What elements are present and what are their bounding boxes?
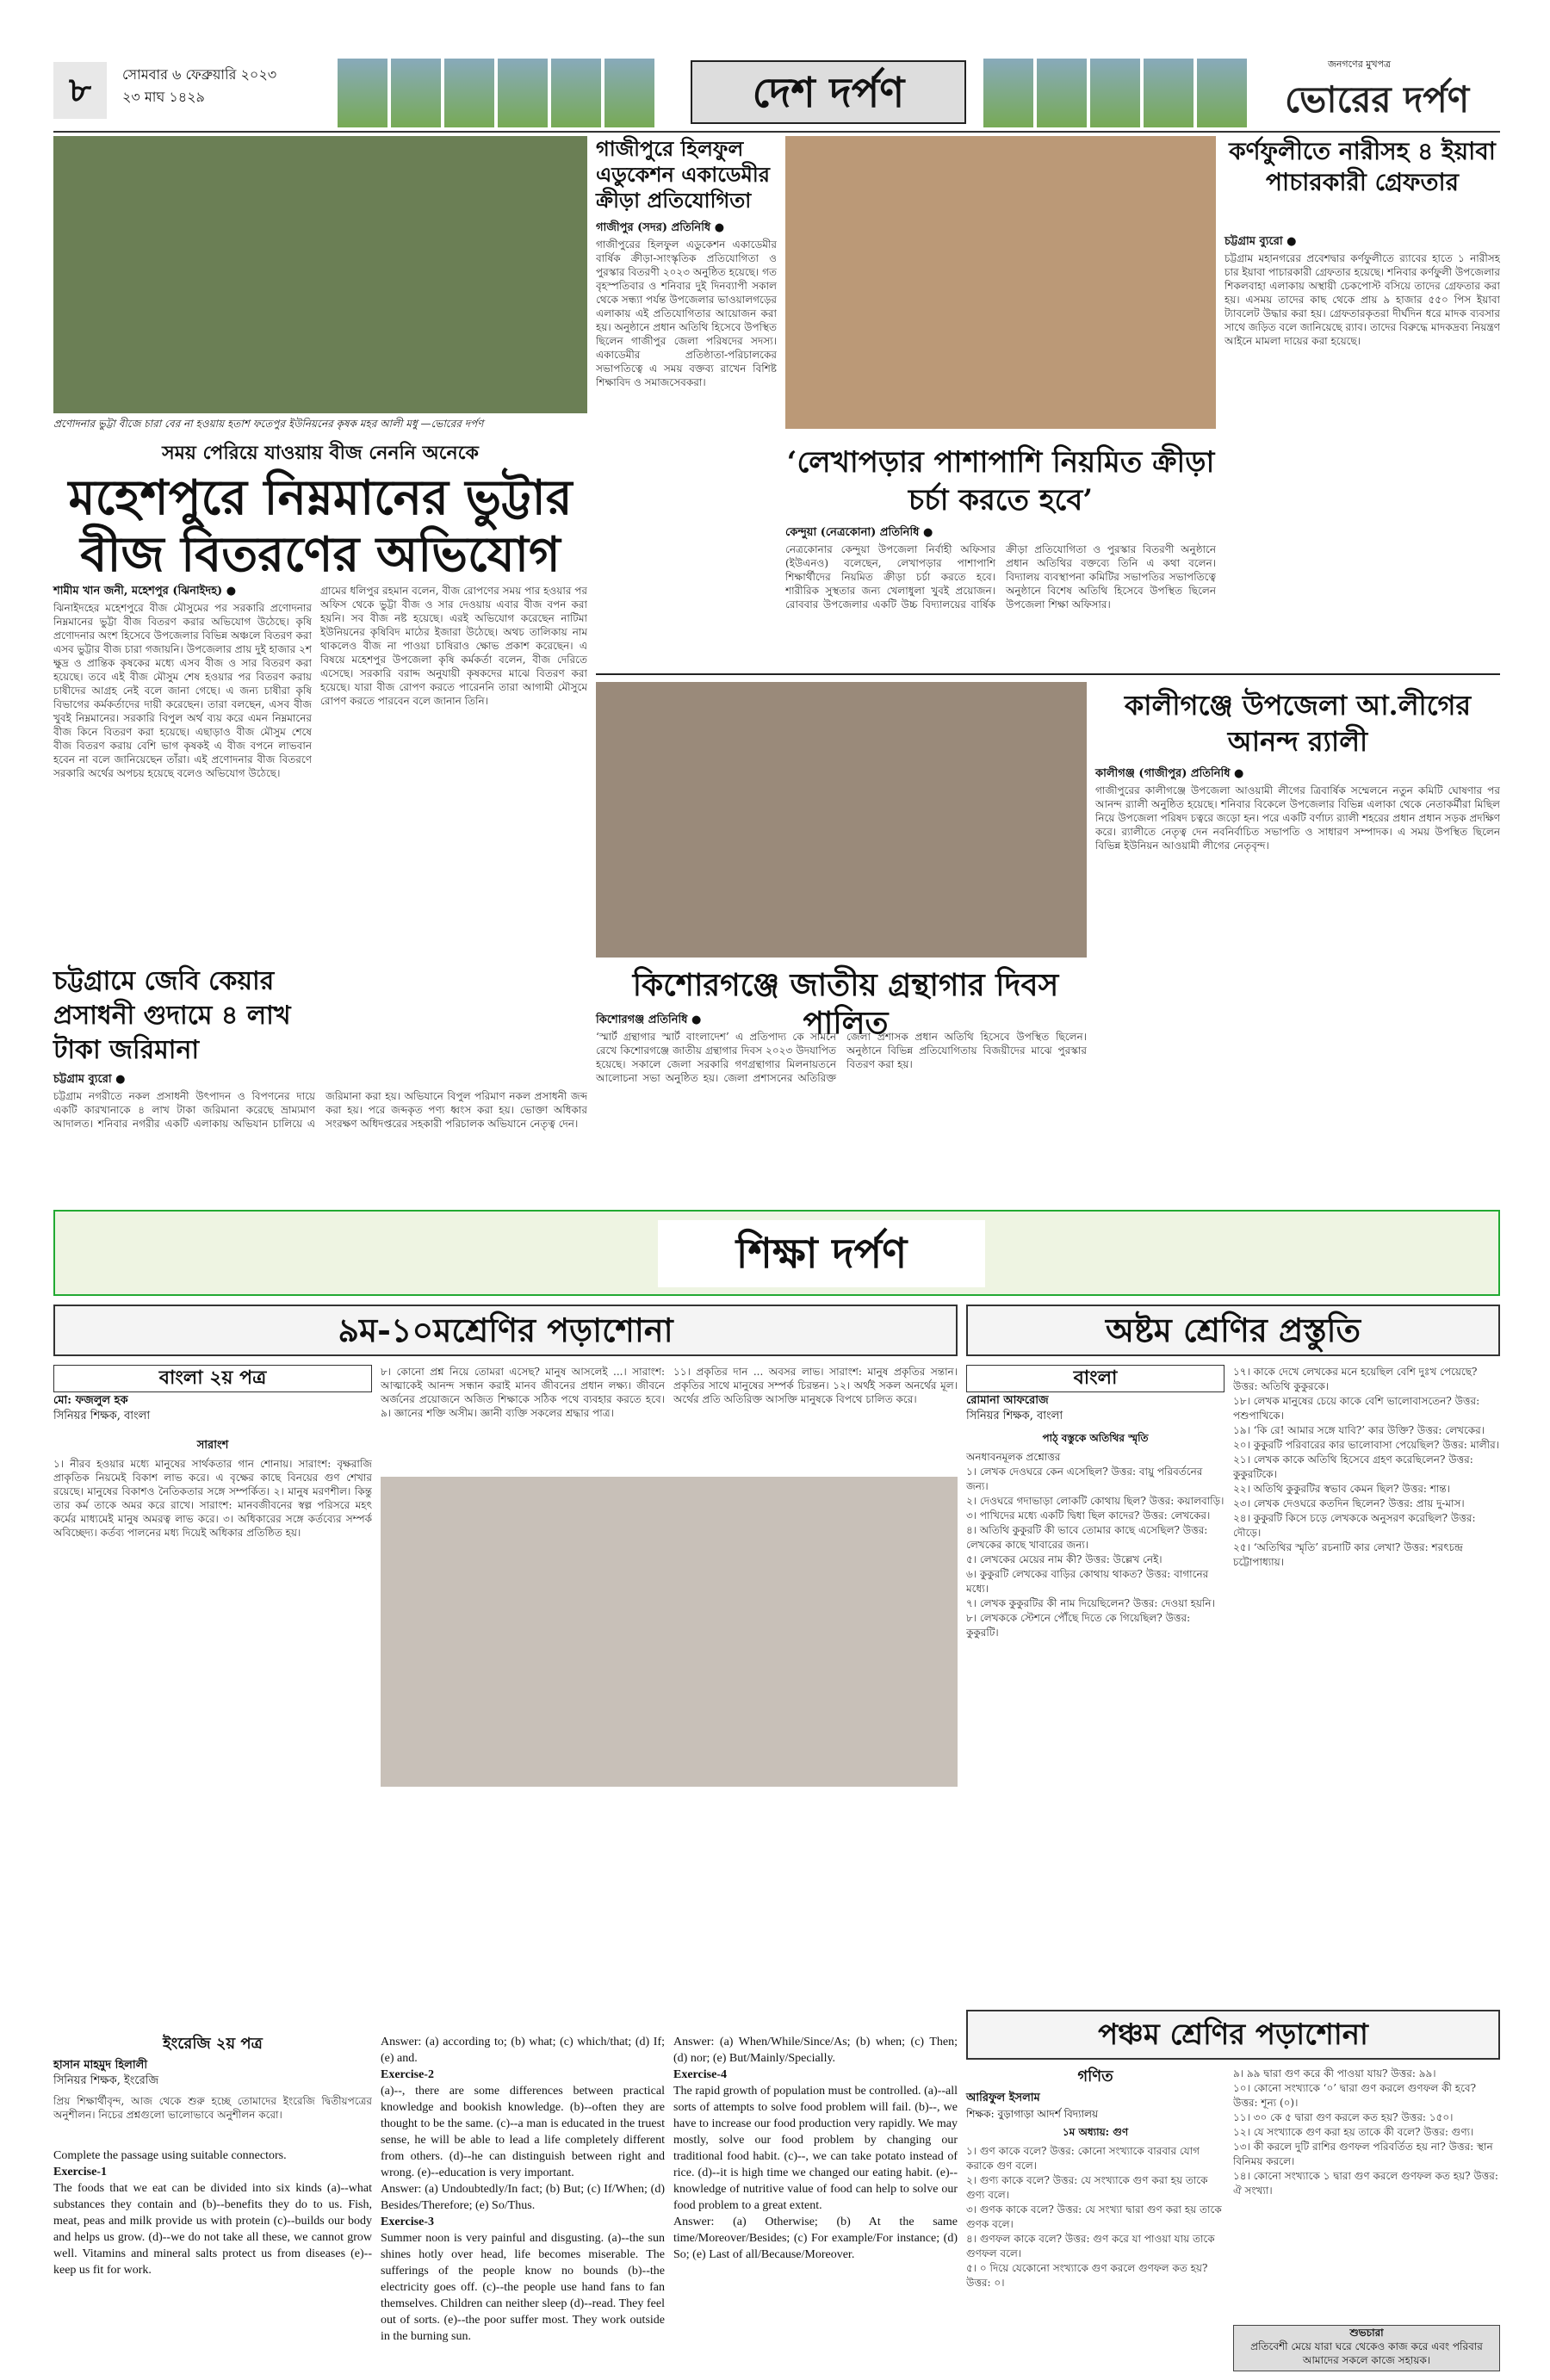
english-subject: ইংরেজি ২য় পত্র (163, 2035, 263, 2053)
class8-qa-col2: ১৭। কাকে দেখে লেখকের মনে হয়েছিল বেশি দুঃখ পেয়েছে? উত্তর: অতিথি কুকুরকে। ১৮। লেখক মানুষের চেয়ে কাকে বেশি ভালোবাসতেন? উত্তর: পশুপাখিকে। ১৯। ‘কি রে! আমার সঙ্গে যাবি?’ কার উক্তি? উত্তর: লেখকের। ২০। কুকুরটি পরিবারের কার ভালোবাসা পেয়েছিল? উত্তর: মালীর। ২১। লেখক কাকে অতিথি হিসেবে গ্রহণ করেছিলেন? উত্তর: কুকুরটিকে। ২২। অতিথি কুকুরটির স্বভাব কেমন ছিল? উত্তর: শান্ত। ২৩। লেখক দেওঘরে কতদিন ছিলেন? উত্তর: প্রায় দু-মাস। ২৪। কুকুরটি কিসে চড়ে লেখককে অনুসরণ করেছিল? উত্তর: দৌড়ে। ২৫। ‘অতিথির স্মৃতি’ রচনাটি কার লেখা? উত্তর: শরৎচন্দ্র চট্টোপাধ্যায়। (1233, 1366, 1499, 1568)
students-photo (381, 1477, 958, 1787)
story1-kicker: সময় পেরিয়ে যাওয়ায় বীজ নেননি অনেকে (162, 442, 479, 464)
story2-headline: গাজীপুরে হিলফুল এডুকেশন একাডেমীর ক্রীড়া প্রতিযোগিতা (596, 136, 770, 213)
ssc-author-role: সিনিয়র শিক্ষক, বাংলা (53, 1410, 151, 1422)
story5-body: গাজীপুরের কালীগঞ্জে উপজেলা আওয়ামী লীগের ত্রিবার্ষিক সম্মেলনে নতুন কমিটি ঘোষণার পর আনন্দ র‌্যালী অনুষ্ঠিত হয়েছে। শনিবার বিকেলে উপজেলার বিভিন্ন এলাকা থেকে নেতাকর্মীরা মিছিল নিয়ে উপজেলা পরিষদ চত্বরে জড়ো হন। পরে একটি বর্ণাঢ্য র‌্যালী শহরের প্রধান প্রধান সড়ক প্রদক্ষিণ করে। র‌্যালীতে নেতৃত্ব দেন নবনির্বাচিত সভাপতি ও সাধারণ সম্পাদক। এ সময় উপস্থিত ছিলেন বিভিন্ন ইউনিয়ন আওয়ামী লীগের নেতৃবৃন্দ। (1095, 784, 1500, 852)
exercise1-text: The foods that we eat can be divided into six kinds (a)--what substances they contain and (b)--benefits they do to us. Fish, meat, peas and milk provide us with protein (c)--builds our body and helps us grow. (d)--we do not take all these, we cannot grow well. Vitamins and mineral salts protect us from diseases (e)--keep us fit for work. (53, 2182, 372, 2277)
story1-headline: মহেশপুরে নিম্নমানের ভুট্টার বীজ বিতরণের অভিযোগ (68, 469, 573, 583)
education-section-title: শিক্ষা দর্পণ (658, 1220, 985, 1287)
story3-headline: ‘লেখাপড়ার পাশাপাশি নিয়মিত ক্রীড়া চর্চা করতে হবে’ (786, 445, 1215, 518)
section-title: দেশ দর্পণ (691, 60, 966, 124)
story4-body: চট্টগ্রাম মহানগরের প্রবেশদ্বার কর্ণফুলীতে র‌্যাবের হাতে ১ নারীসহ চার ইয়াবা পাচারকারী গ্রেফতার হয়েছে। শনিবার কর্ণফুলী উপজেলার শিকলবাহা এলাকায় অস্থায়ী চেকপোস্ট বসিয়ে তাদের গ্রেফতার করা হয়। এসময় তাদের কাছ থেকে প্রায় ৯ হাজার ৫৫০ পিস ইয়াবা ট্যাবলেট উদ্ধার করা হয়। গ্রেফতারকৃতরা দীর্ঘদিন ধরে মাদক ব্যবসার সাথে জড়িত বলে জানিয়েছে র‌্যাব। তাদের বিরুদ্ধে মাদকদ্রব্য নিয়ন্ত্রণ আইনে মামলা দায়ের করা হয়েছে। (1224, 252, 1500, 347)
ssc-subject: বাংলা ২য় পত্র (53, 1365, 372, 1392)
story3-body: নেত্রকোনার কেন্দুয়া উপজেলা নির্বাহী অফিসার (ইউএনও) বলেছেন, লেখাপড়ার পাশাপাশি শিক্ষার্থীদের নিয়মিত ক্রীড়া চর্চা করতে হবে। শারীরিক সুস্থতার জন্য খেলাধুলা খুবই প্রয়োজন। রোববার উপজেলার একটি উচ্চ বিদ্যালয়ের বার্ষিক ক্রীড়া প্রতিযোগিতা ও পুরস্কার বিতরণী অনুষ্ঠানে প্রধান অতিথির বক্তব্যে তিনি এ কথা বলেন। বিদ্যালয় ব্যবস্থাপনা কমিটির সভাপতির সভাপতিত্বে অনুষ্ঠানে বিশেষ অতিথি হিসেবে উপস্থিত ছিলেন উপজেলা শিক্ষা অফিসার। (785, 543, 1216, 610)
exercise4-text: The rapid growth of population must be controlled. (a)--all sorts of attempts to solve food problem will fail. (b)--, we have to increase our food production very rapidly. We may mostly, solve our food problem by changing our traditional food habit. (c)--, we can take potato instead of rice. (d)--it is high time we changed our eating habit. (e)--knowledge of nutritive value of food can help to solve our food problem to a great extent. (673, 2085, 958, 2212)
divider (596, 673, 1500, 675)
ssc-author: মো: ফজলুল হক (53, 1394, 128, 1407)
ssc-text-col3: ১১। প্রকৃতির দান ... অবসর লাভ। সারাংশ: মানুষ প্রকৃতির সন্তান। প্রকৃতির সাথে মানুষের সম্পর্ক চিরন্তন। ১২। অর্থই সকল অনর্থের মূল। অর্থের প্রতি অতিরিক্ত আসক্তি মানুষকে বিপথে চালিত করে। (673, 1366, 958, 1405)
class5-author-role: শিক্ষক: বুড়াগাড়া আদর্শ বিদ্যালয় (966, 2108, 1099, 2120)
date-english: সোমবার ৬ ফেব্রুয়ারি ২০২৩ (122, 66, 277, 83)
class8-chapter: পাঠ্ বস্তুকে অতিথির স্মৃতি (1042, 1432, 1149, 1444)
class8-author: রোমানা আফরোজ (966, 1394, 1049, 1407)
class5-author: আরিফুল ইসলাম (966, 2092, 1040, 2104)
notice-body: প্রতিবেশী মেয়ে যারা ঘরে থেকেও কাজ করে এবং পরিবার আমাদের সকলে কাজে সহায়ক। (1250, 2340, 1483, 2367)
english-instruction: Complete the passage using suitable connectors. (53, 2149, 287, 2162)
class5-qa-col1: ১। গুণ কাকে বলে? উত্তর: কোনো সংখ্যাকে বারবার যোগ করাকে গুণ বলে। ২। গুণ্য কাকে বলে? উত্তর: যে সংখ্যাকে গুণ করা হয় তাকে গুণ্য বলে। ৩। গুণক কাকে বলে? উত্তর: যে সংখ্যা দ্বারা গুণ করা হয় তাকে গুণক বলে। ৪। গুণফল কাকে বলে? উত্তর: গুণ করে যা পাওয়া যায় তাকে গুণফল বলে। ৫। ০ দিয়ে যেকোনো সংখ্যাকে গুণ করলে গুণফল কত হয়? উত্তর: ০। (966, 2145, 1222, 2289)
education-banner (53, 1210, 1500, 1296)
date-bangla: ২৩ মাঘ ১৪২৯ (122, 89, 205, 105)
english-col2 (381, 2034, 665, 2371)
story2-body: গাজীপুরের হিলফুল এডুকেশন একাডেমীর বার্ষিক ক্রীড়া-সাংস্কৃতিক প্রতিযোগিতা ও পুরস্কার বিতরণী ২০২৩ অনুষ্ঠিত হয়েছে। গত বৃহস্পতিবার ও শনিবার দুই দিনব্যাপী সকাল থেকে সন্ধ্যা পর্যন্ত উপজেলার ভাওয়ালগড়ের এলাকায় এই প্রতিযোগিতার আয়োজন করা হয়। অনুষ্ঠানে প্রধান অতিথি হিসেবে উপস্থিত ছিলেন গাজীপুর জেলা পরিষদের সদস্য। একাডেমীর প্রতিষ্ঠাতা-পরিচালকের সভাপতিত্বে এ সময় বক্তব্য রাখেন বিশিষ্ট শিক্ষাবিদ ও সমাজসেবকরা। (596, 239, 777, 388)
sports-event-photo (785, 136, 1216, 429)
story7-body: ‘স্মার্ট গ্রন্থাগার স্মার্ট বাংলাদেশ’ এ প্রতিপাদ্য কে সামনে রেখে কিশোরগঞ্জে জাতীয় গ্রন্থাগার দিবস ২০২৩ উদযাপিত হয়েছে। সকালে জেলা সরকারি গণগ্রন্থাগার মিলনায়তনে আলোচনা সভা অনুষ্ঠিত হয়। জেলা প্রশাসনের অতিরিক্ত জেলা প্রশাসক প্রধান অতিথি হিসেবে উপস্থিত ছিলেন। অনুষ্ঠানে বিভিন্ন প্রতিযোগিতায় বিজয়ীদের মাঝে পুরস্কার বিতরণ করা হয়। (596, 1031, 1087, 1084)
story4-byline: চট্টগ্রাম ব্যুরো ● (1224, 235, 1297, 248)
class5-chapter: ১ম অধ্যায়: গুণ (1062, 2126, 1129, 2138)
exercise4-title: Exercise-4 (673, 2068, 727, 2081)
story7-byline: কিশোরগঞ্জ প্রতিনিধি ● (596, 1013, 702, 1026)
page-header (53, 53, 1500, 133)
notice-title: শুভচারা (1349, 2327, 1384, 2339)
ssc-text-col2: ৮। কোনো প্রশ্ন নিয়ে তোমরা এসেছ? মানুষ আসলেই ...। সারাংশ: আত্মাকেই আনন্দ সন্ধান করাই মানব জীবনের প্রধান লক্ষ্য। জীবনে অর্জনের প্রয়োজনে অজিত শিক্ষাকে সঠিক পথে ব্যবহার করতে হবে। ৯। জ্ঞানের শক্তি অসীম। জ্ঞানী ব্যক্তি সকলের শ্রদ্ধার পাত্র। (381, 1366, 665, 1419)
story5-byline: কালীগঞ্জ (গাজীপুর) প্রতিনিধি ● (1095, 767, 1244, 780)
story6-byline: চট্টগ্রাম ব্যুরো ● (53, 1073, 126, 1086)
story3-byline: কেন্দুয়া (নেত্রকোনা) প্রতিনিধি ● (785, 526, 933, 539)
ssc-title: ৯ম-১০মশ্রেণির পড়াশোনা (53, 1305, 958, 1356)
class8-qa-col1: অনধাবনমূলক প্রশ্নোত্তর ১। লেখক দেওঘরে কেন এসেছিল? উত্তর: বায়ু পরিবর্তনের জন্য। ২। দেওঘরে গদাভাড়া লোকটি কোথায় ছিল? উত্তর: কয়ালবাড়ি। ৩। পাখিদের মধ্যে একটি দ্বিধা ছিল কাদের? উত্তর: লেখকের। ৪। অতিথি কুকুরটি কী ভাবে তোমার কাছে এসেছিল? উত্তর: লেখকের কাছে খাবারের জন্য। ৫। লেখকের মেয়ের নাম কী? উত্তর: উল্লেখ নেই। ৬। কুকুরটি লেখকের বাড়ির কোথায় থাকত? উত্তর: বাগানের মধ্যে। ৭। লেখক কুকুরটির কী নাম দিয়েছিলেন? উত্তর: দেওয়া হয়নি। ৮। লেখককে স্টেশনে পৌঁছে দিতে কে গিয়েছিল? উত্তর: কুকুরটি। (966, 1451, 1224, 1639)
class5-subject: গণিত (1077, 2067, 1113, 2086)
story5-headline: কালীগঞ্জে উপজেলা আ.লীগের আনন্দ র‌্যালী (1124, 689, 1472, 758)
class8-author-role: সিনিয়র শিক্ষক, বাংলা (966, 1410, 1063, 1422)
class5-title: পঞ্চম শ্রেণির পড়াশোনা (966, 2010, 1500, 2060)
exercise3-answer: Answer: (a) When/While/Since/As; (b) when; (c) Then; (d) nor; (e) But/Mainly/Specially. (673, 2036, 958, 2065)
page-number: ৮ (53, 62, 107, 119)
header-photo-strip-left (338, 59, 654, 127)
class8-subject: বাংলা (966, 1365, 1224, 1392)
story1-body-col1: ঝিনাইদহের মহেশপুরে বীজ মৌসুমের পর সরকারি প্রণোদনার নিম্নমানের ভুট্টা বীজ বিতরণ করার অভিযোগ উঠেছে। কৃষি প্রণোদনার অংশ হিসেবে উপজেলার বিভিন্ন অঞ্চলে বিতরণ করা এসব ভুট্টার বীজ চারা গজায়নি। উপজেলার প্রায় দুই হাজার ২শ ক্ষুদ্র ও প্রান্তিক কৃষকের মধ্যে এসব বীজ ও সার বিতরণ করা হয়েছে। তবে এই বীজ মৌসুম শেষ হওয়ার পর বিতরণ করায় চাষীদের আগ্রহ নেই বলে জানা গেছে। এ জন্য চাষীরা কৃষি বিভাগের কর্মকর্তাদের দায়ী করেছেন। তারা বলছেন, এসব বীজ খুবই নিম্নমানের। সরকারি বিপুল অর্থ ব্যয় করে এমন নিম্নমানের বীজ কিনে বিতরণ করা হয়েছে। এছাড়াও বীজ মৌসুম শেষে বীজ বিতরণ করায় বেশি ভাগ কৃষকই এ বীজ বপনে লাভবান হবেন না বলে জানিয়েছেন তাঁরা। এই প্রণোদনার বীজ বিতরণে সরকারি অর্থের অপচয় হয়েছে বলেও অভিযোগ উঠেছে। (53, 602, 312, 779)
exercise2-title: Exercise-2 (381, 2068, 434, 2081)
exercise3-text: Summer noon is very painful and disgusting. (a)--the sun shines hotly over head, life becomes miserable. The sufferings of the people know no bounds (b)--the electricity goes off. (c)--the people use hand fans to fan themselves. Children can neither sleep (d)--read. They feel out of sorts. (e)--the poor suffer most. They work outside in the burning sun. (381, 2232, 665, 2343)
exercise2-answer: Answer: (a) Undoubtedly/In fact; (b) But; (c) If/When; (d) Besides/Therefore; (e) So/Thus. (381, 2183, 665, 2212)
class5-qa-col2: ৯। ৯৯ দ্বারা গুণ করে কী পাওয়া যায়? উত্তর: ৯৯। ১০। কোনো সংখ্যাকে ‘০’ দ্বারা গুণ করলে গুণফল কী হবে? উত্তর: শূন্য (০)। ১১। ৩০ কে ৫ দ্বারা গুণ করলে কত হয়? উত্তর: ১৫০। ১২। যে সংখ্যাকে গুণ করা হয় তাকে কী বলে? উত্তর: গুণ্য। ১৩। কী করলে দুটি রাশির গুণফল পরিবর্তিত হয় না? উত্তর: স্থান বিনিময় করলে। ১৪। কোনো সংখ্যাকে ১ দ্বারা গুণ করলে গুণফল কত হয়? উত্তর: ঐ সংখ্যা। (1233, 2067, 1498, 2197)
english-author: হাসান মাহমুদ হিলালী (53, 2059, 148, 2072)
exercise2-text: (a)--, there are some differences between practical knowledge and bookish knowledge. (b)--often they are thought to be the same. (c)--a man is educated in the truest sense, he will be able to lead a life completely different from others. (d)--he can distinguish between right and wrong. (e)--education is very important. (381, 2085, 665, 2179)
photo-caption: প্রণোদনার ভুট্টা বীজে চারা বের না হওয়ায় হতাশ ফতেপুর ইউনিয়নের কৃষক মহর আলী মধু —ভোরের দর্পণ (53, 418, 484, 430)
masthead-tagline: জনগণের মুখপত্র (1328, 59, 1392, 70)
english-intro: প্রিয় শিক্ষার্থীবৃন্দ, আজ থেকে শুরু হচ্ছে তোমাদের ইংরেজি দ্বিতীয়পত্রের অনুশীলন। নিচের প্রশ্নগুলো ভালোভাবে অনুশীলন করো। (53, 2095, 372, 2121)
story6-headline: চট্টগ্রামে জেবি কেয়ার প্রসাধনী গুদামে ৪ লাখ টাকা জরিমানা (53, 966, 291, 1065)
english-author-role: সিনিয়র শিক্ষক, ইংরেজি (53, 2074, 159, 2087)
ssc-text-col1: ১। নীরব হওয়ার মধ্যে মানুষের সার্থকতার গান শোনায়। সারাংশ: বৃক্ষরাজি প্রাকৃতিক নিয়মেই বিকাশ লাভ করে। এ বৃক্ষের কাছে বিনয়ের গুণ শেখার রয়েছে। মানুষের বিকাশও নৈতিকতার সঙ্গে সম্পর্কিত। ২। মানুষ মরণশীল। কিন্তু তার কর্ম তাকে অমর করে রাখে। সারাংশ: মানবজীবনের স্বল্প পরিসরে মহৎ কর্মের মাধ্যমেই মানুষ অমরত্ব লাভ করে। ৩। অধিকারের সঙ্গে কর্তব্যের সম্পর্ক অবিচ্ছেদ্য। কর্তব্য পালনের মধ্য দিয়েই অধিকার প্রতিষ্ঠিত হয়। (53, 1458, 372, 1539)
english-col3 (673, 2034, 958, 2371)
english-col1 (53, 2148, 372, 2371)
ssc-summary-label: সারাংশ (196, 1439, 229, 1452)
library-day-photo (596, 682, 1087, 958)
story2-byline: গাজীপুর (সদর) প্রতিনিধি ● (596, 221, 725, 234)
exercise3-title: Exercise-3 (381, 2216, 434, 2228)
class8-title: অষ্টম শ্রেণির প্রস্তুতি (966, 1305, 1500, 1356)
date-line (122, 64, 329, 108)
header-photo-strip-right (983, 59, 1247, 127)
exercise4-answer: Answer: (a) Otherwise; (b) At the same time/Moreover/Besides; (c) For example/For instance; (d) So; (e) Last of all/Because/Moreover. (673, 2216, 958, 2261)
story1-body-col2: গ্রামের ধলিপুর রহমান বলেন, বীজ রোপণের সময় পার হওয়ার পর অফিস থেকে ভুট্টা বীজ ও সার দেওয়ায় এবার বীজ বপন করা হয়নি। সব বীজ নষ্ট হয়েছে। এরই অভিযোগ করেছেন নাটিমা ইউনিয়নের কৃষিবিদ মাঠের ইজারা উঠেছে। অথচ তালিকায় নাম থাকলেও বীজ না পাওয়া চাষিরাও ক্ষোভ প্রকাশ করেছেন। এ বিষয়ে মহেশপুর উপজেলা কৃষি কর্মকর্তা বলেন, বীজ দেরিতে এসেছে। সরকারি বরাদ্দ অনুযায়ী কৃষকদের মাঝে বিতরণ করা হয়েছে। যারা বীজ রোপণ করতে পারেননি তারা আগামী মৌসুমে রোপণ করতে পারবেন বলে জানান তিনি। (320, 585, 587, 707)
notice-box (1233, 2325, 1500, 2371)
story4-headline: কর্ণফুলীতে নারীসহ ৪ ইয়াবা পাচারকারী গ্রেফতার (1229, 137, 1496, 196)
story1-byline: শামীম খান জনী, মহেশপুর (ঝিনাইদহ) ● (53, 585, 237, 598)
exercise1-answer: Answer: (a) according to; (b) what; (c) which/that; (d) If; (e) and. (381, 2036, 665, 2065)
story6-body: চট্টগ্রাম নগরীতে নকল প্রসাধনী উৎপাদন ও বিপণনের দায়ে একটি কারখানাকে ৪ লাখ টাকা জরিমানা করেছে ভ্রাম্যমাণ আদালত। শনিবার নগরীর একটি এলাকায় অভিযান চালিয়ে এ জরিমানা করা হয়। অভিযানে বিপুল পরিমাণ নকল প্রসাধনী জব্দ করা হয়। পরে জব্দকৃত পণ্য ধ্বংস করা হয়। ভোক্তা অধিকার সংরক্ষণ অধিদপ্তরের সহকারী পরিচালক অভিযানে নেতৃত্ব দেন। (53, 1090, 587, 1130)
exercise1-title: Exercise-1 (53, 2166, 107, 2179)
story7-headline: কিশোরগঞ্জে জাতীয় গ্রন্থাগার দিবস পালিত (632, 967, 1059, 1041)
masthead: ভোরের দর্পণ (1285, 78, 1470, 121)
farmer-photo (53, 136, 587, 413)
